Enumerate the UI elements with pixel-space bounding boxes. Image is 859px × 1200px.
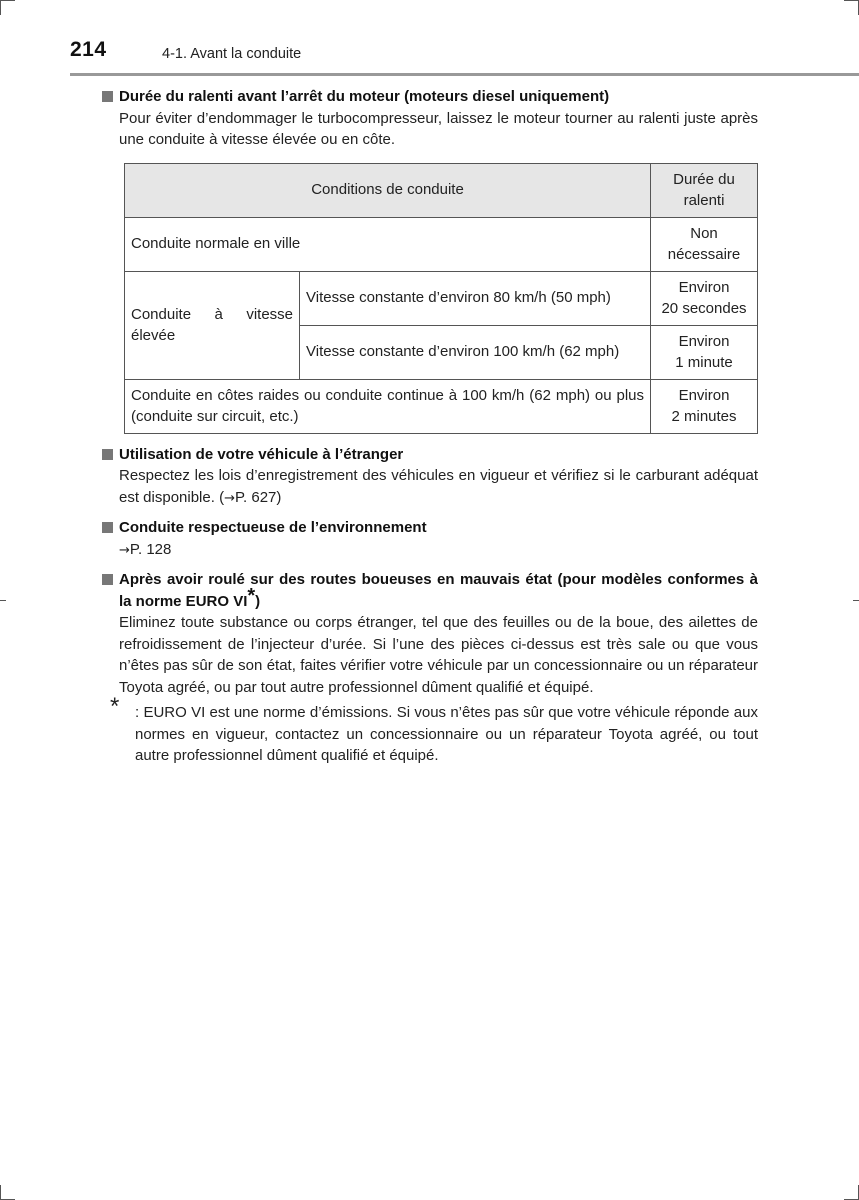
table-cell: Conduite en côtes raides ou conduite continue à 100 km/h (62 mph) ou plus (conduite sur circuit, etc.) bbox=[125, 379, 651, 433]
body-text: Respectez les lois d’enregistrement des véhicules en vigueur et vérifiez si le carburant adéquat est disponible. ( bbox=[119, 467, 758, 506]
idle-duration-table bbox=[124, 163, 758, 434]
table-row bbox=[125, 217, 758, 271]
footnote bbox=[110, 693, 758, 767]
duration-line: 20 secondes bbox=[661, 300, 747, 317]
section-heading bbox=[100, 569, 758, 612]
page-header bbox=[0, 38, 859, 78]
page-content bbox=[100, 86, 758, 775]
section-body: Eliminez toute substance ou corps étranger, tel que des feuilles ou de la boue, des ailettes de refroidissement de l’injecteur d’urée. Si l’une des pièces ci-dessus est très sale ou que vous n’êtes pas sûr de son état, faites vérifier votre véhicule par un concessionnaire ou un réparateur Toyota agréé, ou par tout autre professionnel dûment qualifié et équipé. bbox=[119, 614, 758, 696]
section-muddy-roads bbox=[100, 569, 758, 767]
page-reference[interactable]: P. 627) bbox=[234, 488, 282, 506]
footnote-asterisk: * bbox=[110, 693, 120, 720]
square-bullet-icon bbox=[102, 574, 113, 585]
header-divider bbox=[70, 73, 859, 76]
section-heading bbox=[100, 86, 758, 108]
duration-line: Environ bbox=[678, 386, 730, 404]
crop-mark bbox=[0, 0, 15, 1]
square-bullet-icon bbox=[102, 522, 113, 533]
table-cell: Vitesse constante d’environ 100 km/h (62 mph) bbox=[300, 325, 651, 379]
table-cell bbox=[651, 379, 758, 433]
table-header-cell: Durée du ralenti bbox=[651, 163, 758, 217]
square-bullet-icon bbox=[102, 91, 113, 102]
section-title: 4-1. Avant la conduite bbox=[162, 46, 302, 62]
crop-mark bbox=[0, 1185, 1, 1200]
page-number: 214 bbox=[70, 38, 107, 61]
footnote-text: : EURO VI est une norme d’émissions. Si vous n’êtes pas sûr que votre véhicule réponde aux normes en vigueur, contactez un concessionnaire ou un réparateur Toyota agréé, ou tout autre professionnel dûment qualifié et équipé. bbox=[135, 704, 758, 764]
section-heading bbox=[100, 517, 758, 539]
table-row bbox=[125, 271, 758, 325]
section-heading bbox=[100, 444, 758, 466]
crop-mark bbox=[0, 600, 6, 601]
table-cell: Vitesse constante d’environ 80 km/h (50 mph) bbox=[300, 271, 651, 325]
heading-text: Durée du ralenti avant l’arrêt du moteur (moteurs diesel uniquement) bbox=[119, 88, 610, 105]
footnote-marker: * bbox=[247, 584, 256, 607]
heading-text: Conduite respectueuse de l’environnement bbox=[119, 519, 427, 536]
section-body bbox=[119, 465, 758, 509]
duration-line: Environ bbox=[678, 278, 730, 296]
heading-text: Après avoir roulé sur des routes boueuses en mauvais état (pour modèles conformes à la norme EURO VI bbox=[119, 571, 758, 610]
section-abroad bbox=[100, 444, 758, 510]
table-cell bbox=[651, 271, 758, 325]
square-bullet-icon bbox=[102, 449, 113, 460]
table-header-cell: Conditions de conduite bbox=[125, 163, 651, 217]
page-reference[interactable]: P. 128 bbox=[129, 540, 172, 558]
crop-mark bbox=[853, 600, 859, 601]
duration-line: Environ bbox=[678, 332, 730, 350]
crop-mark bbox=[844, 0, 859, 1]
table-cell: Conduite normale en ville bbox=[125, 217, 651, 271]
crop-mark bbox=[0, 0, 1, 15]
table-cell: Non nécessaire bbox=[651, 217, 758, 271]
section-body: Pour éviter d’endommager le turbocompresseur, laissez le moteur tourner au ralenti juste après une conduite à vitesse élevée ou en côte. bbox=[119, 109, 758, 148]
table-cell: Conduite à vitesse élevée bbox=[125, 271, 300, 379]
heading-text: Utilisation de votre véhicule à l’étranger bbox=[119, 445, 404, 463]
arrow-right-icon: → bbox=[119, 542, 130, 558]
arrow-right-icon: → bbox=[224, 490, 235, 506]
section-eco-driving bbox=[100, 517, 758, 561]
table-header-row bbox=[125, 163, 758, 217]
section-idle-duration bbox=[100, 86, 758, 434]
section-body bbox=[119, 539, 758, 562]
heading-text-end: ) bbox=[255, 592, 261, 610]
table-cell bbox=[651, 325, 758, 379]
duration-line: 1 minute bbox=[675, 354, 733, 371]
duration-line: 2 minutes bbox=[671, 408, 737, 425]
table-row bbox=[125, 379, 758, 433]
